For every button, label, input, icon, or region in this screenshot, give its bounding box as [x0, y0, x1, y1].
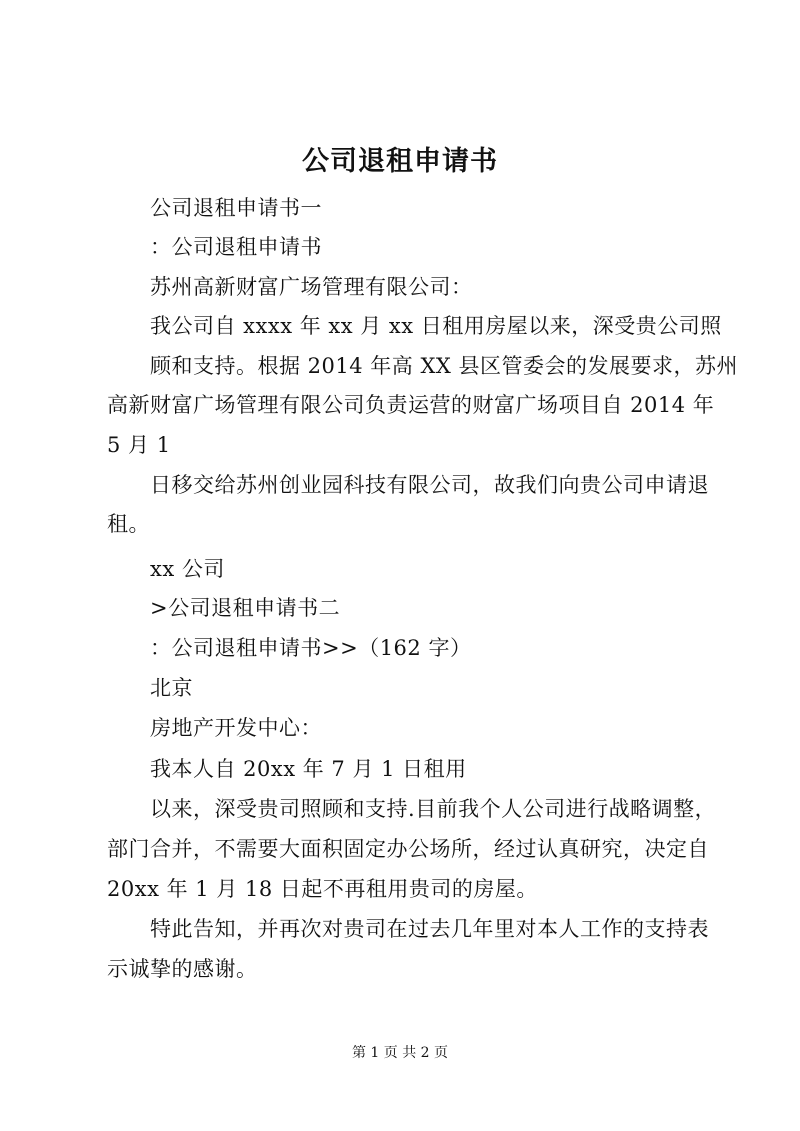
- body-line: 5 月 1: [107, 433, 171, 457]
- body-line: 日移交给苏州创业园科技有限公司，故我们向贵公司申请退: [150, 473, 709, 497]
- addressee-2: 房地产开发中心：: [150, 716, 322, 740]
- section-subheading-2: ：公司退租申请书>>（162 字）: [150, 636, 472, 660]
- signature-1: xx 公司: [150, 557, 225, 581]
- body-line: 20xx 年 1 月 18 日起不再租用贵司的房屋。: [107, 877, 538, 901]
- body-line: 租。: [107, 512, 150, 536]
- body-line: 以来，深受贵司照顾和支持.目前我个人公司进行战略调整，: [150, 797, 717, 821]
- body-line: 部门合并，不需要大面积固定办公场所，经过认真研究，决定自: [107, 837, 709, 861]
- body-line: 我公司自 xxxx 年 xx 月 xx 日租用房屋以来，深受贵公司照: [150, 314, 722, 338]
- body-line: 顾和支持。根据 2014 年高 XX 县区管委会的发展要求，苏州: [150, 354, 739, 378]
- addressee-1: 苏州高新财富广场管理有限公司：: [150, 275, 473, 299]
- location-label: 北京: [150, 676, 193, 700]
- section-subheading-1: ：公司退租申请书: [150, 235, 322, 259]
- section-heading-2: >公司退租申请书二: [150, 596, 341, 620]
- section-heading-1: 公司退租申请书一: [150, 196, 322, 220]
- body-line: 特此告知，并再次对贵司在过去几年里对本人工作的支持表: [150, 917, 709, 941]
- body-line: 示诚挚的感谢。: [107, 957, 258, 981]
- body-line: 我本人自 20xx 年 7 月 1 日租用: [150, 757, 467, 781]
- body-line: 高新财富广场管理有限公司负责运营的财富广场项目自 2014 年: [107, 393, 715, 417]
- document-title: 公司退租申请书: [302, 146, 498, 177]
- page-number-footer: 第 1 页 共 2 页: [351, 1045, 449, 1061]
